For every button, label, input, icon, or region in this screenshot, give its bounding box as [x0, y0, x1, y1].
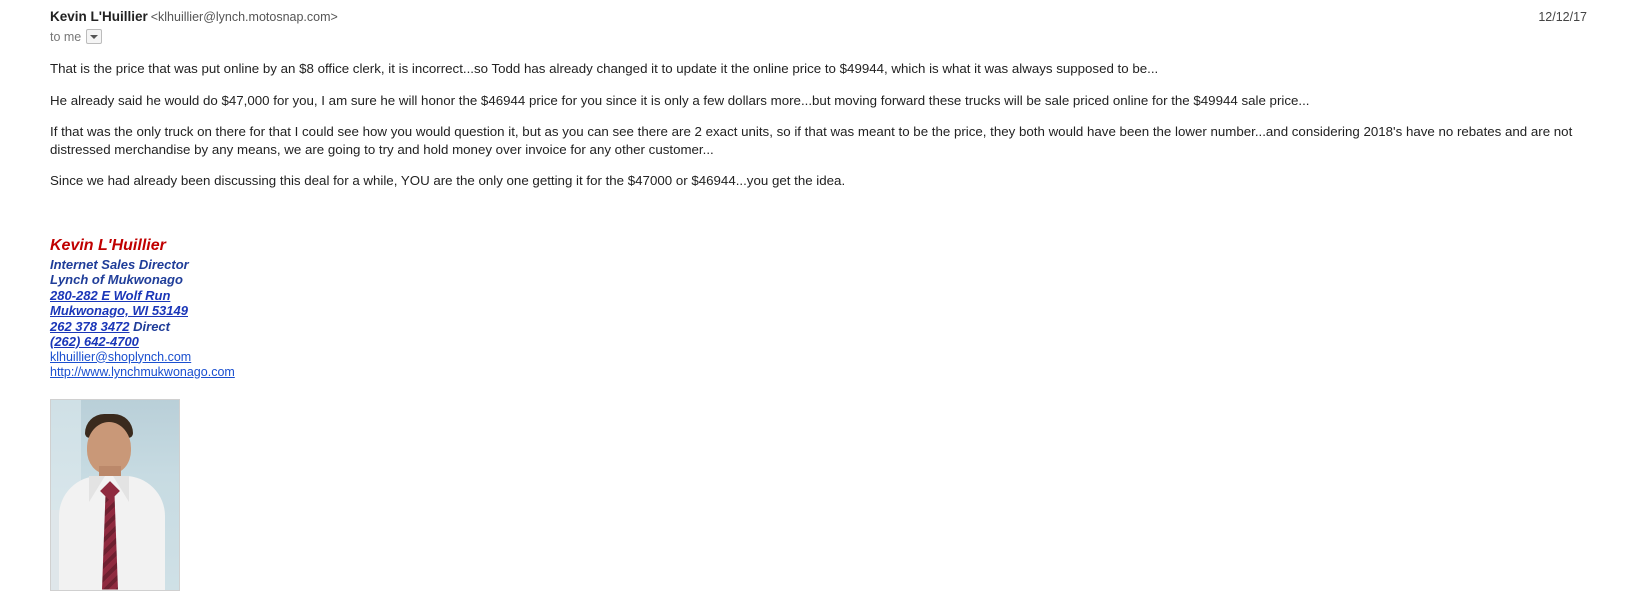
signature-name: Kevin L'Huillier [50, 236, 166, 254]
body-paragraph: If that was the only truck on there for that I could see how you would question it, but as you can see there are 2 exact units, so if that was meant to be the price, they both would have been the lower number...and considering 2018's have no rebates and are not distressed merchandise by any means, we are going to try and hold money over invoice for any other customer... [50, 124, 1573, 157]
body-paragraph: Since we had already been discussing this deal for a while, YOU are the only one getting it for the $47000 or $46944...you get the idea. [50, 173, 846, 188]
sender-email: <klhuillier@lynch.motosnap.com> [150, 10, 338, 24]
email-signature [50, 236, 1591, 381]
email-header [50, 8, 1591, 26]
signature-photo-wrapper [50, 399, 1591, 591]
signature-phone-direct-suffix: Direct [129, 318, 170, 334]
message-timestamp: 12/12/17 [1538, 10, 1587, 24]
signature-company: Lynch of Mukwonago [50, 272, 183, 287]
chevron-down-icon[interactable] [86, 29, 102, 44]
sender-line [50, 8, 338, 26]
recipient-label: to me [50, 29, 82, 44]
recipient-row [50, 29, 1591, 44]
signature-phone-direct [50, 319, 1591, 335]
signature-address-line2: Mukwonago, WI 53149 [50, 303, 188, 318]
signature-website-link[interactable]: http://www.lynchmukwonago.com [50, 365, 235, 379]
body-paragraph: That is the price that was put online by an $8 office clerk, it is incorrect...so Todd has already changed it to update it the online price to $49944, which is what it was always supposed to be... [50, 61, 1159, 76]
email-body [50, 60, 1591, 190]
signature-portrait-photo [50, 399, 180, 591]
signature-phone-secondary: (262) 642-4700 [50, 334, 139, 349]
sender-name: Kevin L'Huillier [50, 9, 148, 24]
signature-title: Internet Sales Director [50, 256, 189, 272]
signature-address-line1: 280-282 E Wolf Run [50, 287, 171, 303]
body-paragraph: He already said he would do $47,000 for you, I am sure he will honor the $46944 price for you since it is only a few dollars more...but moving forward these trucks will be sale priced online for the $49944 sale price... [50, 92, 1310, 108]
signature-email-link[interactable]: klhuillier@shoplynch.com [50, 349, 192, 364]
signature-phone-direct-number: 262 378 3472 [50, 318, 130, 334]
